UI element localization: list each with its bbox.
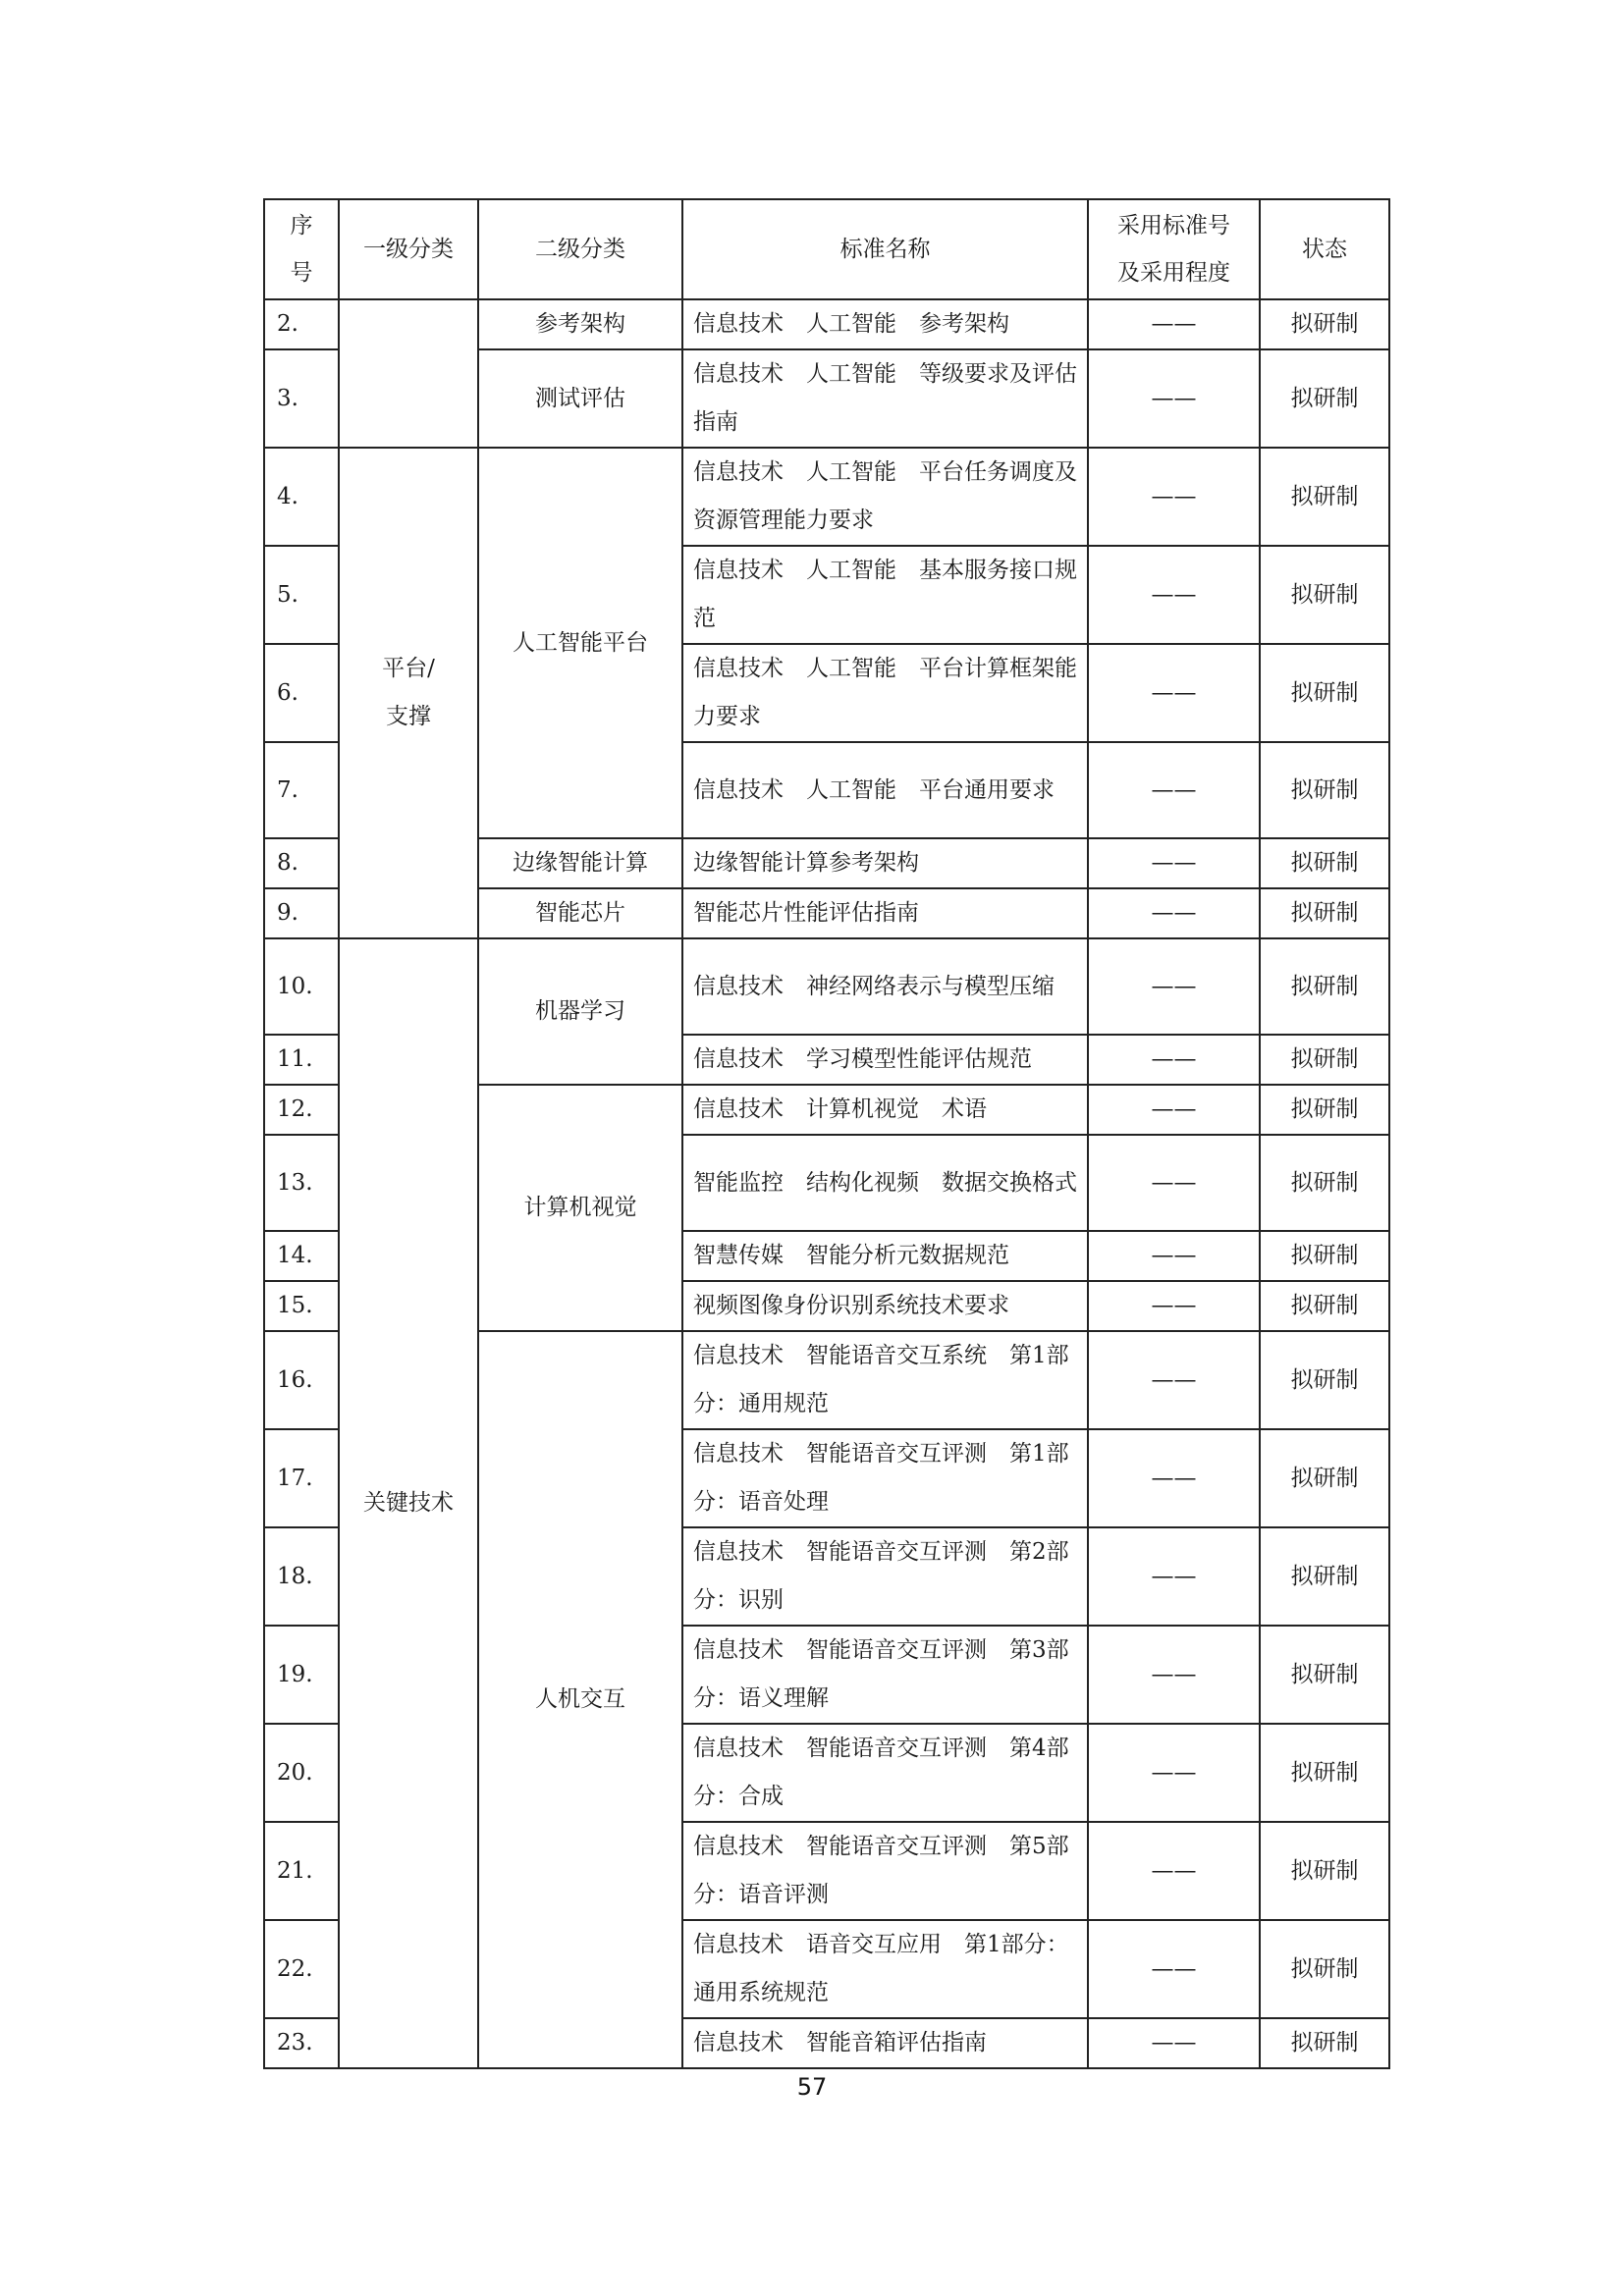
standard-name: 信息技术 计算机视觉 术语 [682,1085,1088,1135]
adopted-cell: —— [1088,938,1260,1035]
row-number: 17. [264,1429,339,1527]
row-number: 10. [264,938,339,1035]
row-number: 9. [264,888,339,938]
adopted-cell: —— [1088,1626,1260,1724]
row-number: 5. [264,546,339,644]
table-row [264,299,1389,349]
standard-name: 信息技术 人工智能 平台计算框架能力要求 [682,644,1088,742]
adopted-cell: —— [1088,448,1260,546]
level2-cell: 计算机视觉 [478,1085,682,1331]
status-cell: 拟研制 [1260,1724,1389,1822]
level2-cell: 机器学习 [478,938,682,1085]
row-number: 11. [264,1035,339,1085]
adopted-cell: —— [1088,349,1260,448]
adopted-cell: —— [1088,1085,1260,1135]
row-number: 20. [264,1724,339,1822]
level2-cell: 人工智能平台 [478,448,682,838]
standard-name: 信息技术 人工智能 参考架构 [682,299,1088,349]
table-row [264,938,1389,1035]
status-cell: 拟研制 [1260,1281,1389,1331]
level1-cell-platform: 平台/ 支撑 [339,448,478,938]
header-level1: 一级分类 [339,199,478,299]
standard-name: 智能芯片性能评估指南 [682,888,1088,938]
row-number: 14. [264,1231,339,1281]
status-cell: 拟研制 [1260,1626,1389,1724]
status-cell: 拟研制 [1260,349,1389,448]
standard-name: 信息技术 智能音箱评估指南 [682,2018,1088,2068]
status-cell: 拟研制 [1260,1920,1389,2018]
status-cell: 拟研制 [1260,1527,1389,1626]
status-cell: 拟研制 [1260,1035,1389,1085]
level2-cell: 边缘智能计算 [478,838,682,888]
adopted-cell: —— [1088,1920,1260,2018]
standard-name: 信息技术 人工智能 平台通用要求 [682,742,1088,838]
row-number: 16. [264,1331,339,1429]
standard-name: 信息技术 人工智能 等级要求及评估指南 [682,349,1088,448]
table-row [264,448,1389,546]
standard-name: 信息技术 人工智能 基本服务接口规范 [682,546,1088,644]
header-level2: 二级分类 [478,199,682,299]
header-seq: 序 号 [264,199,339,299]
status-cell: 拟研制 [1260,546,1389,644]
status-cell: 拟研制 [1260,299,1389,349]
adopted-cell: —— [1088,838,1260,888]
row-number: 22. [264,1920,339,2018]
level1-cell-key-tech: 关键技术 [339,938,478,2068]
standard-name: 信息技术 学习模型性能评估规范 [682,1035,1088,1085]
level2-cell: 人机交互 [478,1331,682,2068]
standard-name: 信息技术 语音交互应用 第1部分：通用系统规范 [682,1920,1088,2018]
standard-name: 视频图像身份识别系统技术要求 [682,1281,1088,1331]
status-cell: 拟研制 [1260,1135,1389,1231]
status-cell: 拟研制 [1260,1429,1389,1527]
standard-name: 信息技术 智能语音交互评测 第5部分：语音评测 [682,1822,1088,1920]
status-cell: 拟研制 [1260,938,1389,1035]
row-number: 6. [264,644,339,742]
status-cell: 拟研制 [1260,888,1389,938]
row-number: 18. [264,1527,339,1626]
adopted-cell: —— [1088,1281,1260,1331]
standard-name: 信息技术 智能语音交互系统 第1部分：通用规范 [682,1331,1088,1429]
header-adopted: 采用标准号 及采用程度 [1088,199,1260,299]
adopted-cell: —— [1088,1331,1260,1429]
adopted-cell: —— [1088,2018,1260,2068]
status-cell: 拟研制 [1260,644,1389,742]
adopted-cell: —— [1088,299,1260,349]
standard-name: 信息技术 智能语音交互评测 第2部分：识别 [682,1527,1088,1626]
row-number: 15. [264,1281,339,1331]
standard-name: 信息技术 智能语音交互评测 第4部分：合成 [682,1724,1088,1822]
row-number: 2. [264,299,339,349]
status-cell: 拟研制 [1260,2018,1389,2068]
header-name: 标准名称 [682,199,1088,299]
level2-cell: 智能芯片 [478,888,682,938]
status-cell: 拟研制 [1260,1085,1389,1135]
standard-name: 信息技术 人工智能 平台任务调度及资源管理能力要求 [682,448,1088,546]
status-cell: 拟研制 [1260,1331,1389,1429]
status-cell: 拟研制 [1260,1822,1389,1920]
standard-name: 智慧传媒 智能分析元数据规范 [682,1231,1088,1281]
status-cell: 拟研制 [1260,742,1389,838]
row-number: 4. [264,448,339,546]
level2-cell: 测试评估 [478,349,682,448]
adopted-cell: —— [1088,1231,1260,1281]
row-number: 13. [264,1135,339,1231]
row-number: 8. [264,838,339,888]
adopted-cell: —— [1088,888,1260,938]
standard-name: 信息技术 智能语音交互评测 第3部分：语义理解 [682,1626,1088,1724]
header-row [264,199,1389,299]
row-number: 7. [264,742,339,838]
row-number: 19. [264,1626,339,1724]
level1-cell-empty [339,299,478,448]
standard-name: 边缘智能计算参考架构 [682,838,1088,888]
adopted-cell: —— [1088,1822,1260,1920]
status-cell: 拟研制 [1260,448,1389,546]
row-number: 12. [264,1085,339,1135]
status-cell: 拟研制 [1260,838,1389,888]
adopted-cell: —— [1088,1527,1260,1626]
row-number: 3. [264,349,339,448]
level2-cell: 参考架构 [478,299,682,349]
standard-name: 信息技术 神经网络表示与模型压缩 [682,938,1088,1035]
header-status: 状态 [1260,199,1389,299]
adopted-cell: —— [1088,1724,1260,1822]
standard-name: 智能监控 结构化视频 数据交换格式 [682,1135,1088,1231]
row-number: 23. [264,2018,339,2068]
standards-table [263,198,1390,2069]
adopted-cell: —— [1088,1035,1260,1085]
page-number: 57 [796,2073,828,2101]
adopted-cell: —— [1088,742,1260,838]
adopted-cell: —— [1088,546,1260,644]
adopted-cell: —— [1088,644,1260,742]
status-cell: 拟研制 [1260,1231,1389,1281]
standard-name: 信息技术 智能语音交互评测 第1部分：语音处理 [682,1429,1088,1527]
adopted-cell: —— [1088,1429,1260,1527]
row-number: 21. [264,1822,339,1920]
adopted-cell: —— [1088,1135,1260,1231]
